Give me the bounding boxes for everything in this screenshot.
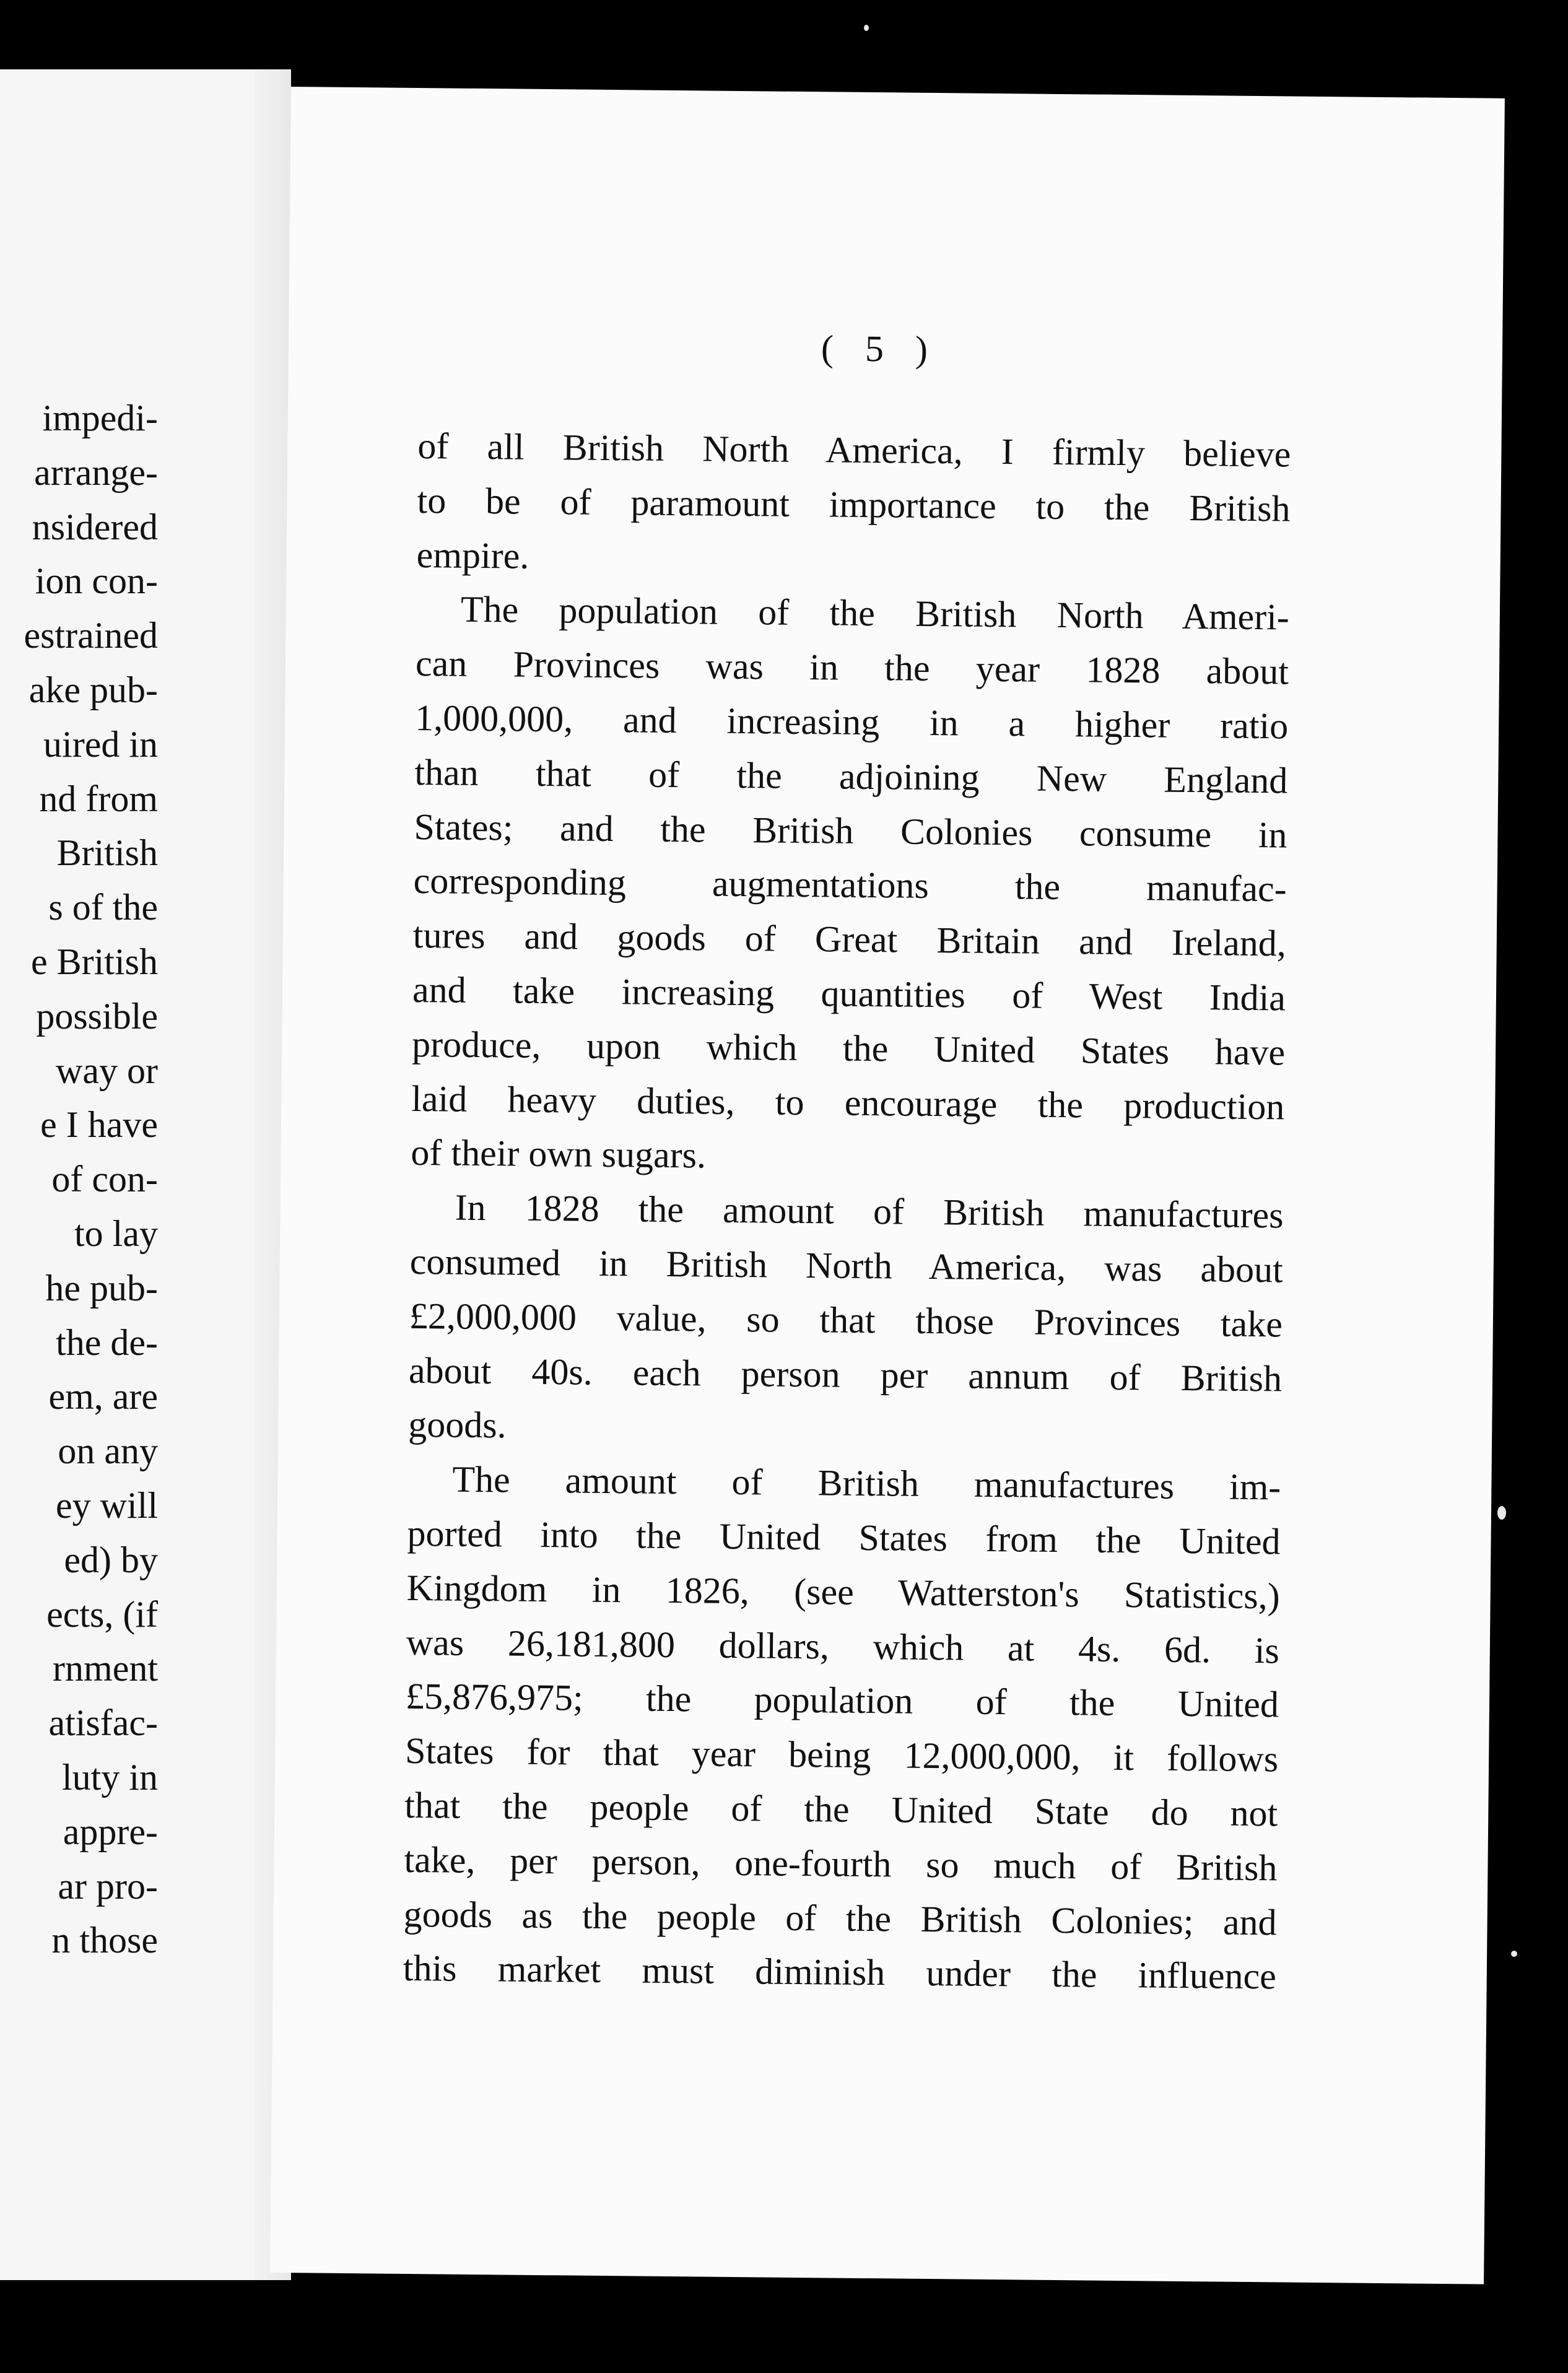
text-line: laid heavy duties, to encourage the production — [411, 1078, 1285, 1128]
left-page-text — [24, 391, 158, 1968]
text-line: goods as the people of the British Colonies; and — [403, 1893, 1277, 1943]
left-line: ed) by — [64, 1539, 158, 1580]
text-line: of all British North America, I firmly believe — [417, 425, 1291, 475]
text-line: can Provinces was in the year 1828 about — [415, 643, 1289, 692]
paragraph-3 — [408, 1180, 1284, 1460]
text-line: was 26,181,800 dollars, which at 4s. 6d. is — [406, 1621, 1280, 1671]
left-line: ects, (if — [46, 1593, 158, 1635]
text-line: 1,000,000, and increasing in a higher ratio — [414, 697, 1289, 747]
text-line: States for that year being 12,000,000, it follows — [404, 1730, 1279, 1780]
left-line: ar pro- — [58, 1865, 158, 1907]
text-line: and take increasing quantities of West India — [412, 969, 1286, 1019]
left-line: ake pub- — [28, 669, 158, 710]
dust-speck — [864, 25, 869, 31]
left-line: the de- — [56, 1321, 158, 1363]
left-line: uired in — [43, 723, 158, 765]
paragraph-1 — [416, 419, 1291, 591]
left-line: on any — [58, 1430, 158, 1472]
left-line: em, are — [48, 1376, 158, 1417]
body-text — [403, 419, 1291, 2005]
left-line: way or — [56, 1050, 158, 1091]
text-line: to be of paramount importance to the British — [417, 479, 1291, 529]
text-line: The population of the British North Ameri- — [460, 589, 1290, 638]
text-line: States; and the British Colonies consume in — [414, 806, 1287, 856]
left-line: possible — [36, 995, 158, 1037]
left-line: to lay — [74, 1213, 158, 1254]
left-line: he pub- — [45, 1267, 158, 1308]
text-line: about 40s. each person per annum of British — [408, 1349, 1283, 1400]
text-line: take, per person, one-fourth so much of British — [404, 1839, 1278, 1889]
text-line: empire. — [416, 534, 529, 577]
left-line: estrained — [24, 615, 158, 656]
text-line: In 1828 the amount of British manufactures — [455, 1186, 1284, 1236]
left-line: appre- — [63, 1811, 158, 1852]
left-line: rnment — [53, 1648, 158, 1689]
left-line: nsidered — [32, 506, 158, 547]
left-line: ion con- — [35, 560, 158, 602]
left-line: n those — [51, 1920, 158, 1961]
left-line: e I have — [40, 1104, 158, 1146]
text-line: this market must diminish under the influence — [403, 1948, 1277, 1997]
text-line: than that of the adjoining New England — [414, 751, 1288, 801]
paragraph-2 — [411, 582, 1289, 1188]
text-line: consumed in British North America, was about — [409, 1240, 1284, 1291]
text-line: £5,876,975; the population of the United — [405, 1676, 1279, 1725]
page-number: ( 5 ) — [821, 328, 939, 370]
text-line: Kingdom in 1826, (see Watterston's Statistics,) — [406, 1567, 1280, 1617]
text-line: £2,000,000 value, so that those Provinces take — [409, 1295, 1283, 1345]
left-line: atisfac- — [48, 1702, 158, 1744]
dust-speck — [1497, 1506, 1506, 1520]
paragraph-4 — [403, 1452, 1281, 2004]
left-line: ey will — [56, 1484, 158, 1526]
text-line: corresponding augmentations the manufac- — [413, 860, 1287, 910]
left-line: arrange- — [34, 451, 158, 493]
left-line: of con- — [51, 1159, 158, 1200]
text-line: that the people of the United State do not — [404, 1784, 1278, 1834]
text-line: produce, upon which the United States have — [411, 1023, 1286, 1073]
text-line: ported into the United States from the United — [407, 1512, 1281, 1562]
left-line: e British — [31, 941, 158, 982]
left-line: nd from — [39, 778, 158, 819]
left-line: British — [56, 832, 158, 874]
text-line: of their own sugars. — [411, 1132, 707, 1176]
left-line: impedi- — [42, 398, 158, 438]
left-line: s of the — [48, 887, 158, 928]
left-line: luty in — [61, 1756, 158, 1798]
text-line: The amount of British manufactures im- — [452, 1458, 1281, 1508]
text-line: goods. — [407, 1404, 507, 1446]
dust-speck — [1511, 1951, 1517, 1957]
left-page — [0, 69, 291, 2280]
text-line: tures and goods of Great Britain and Ireland, — [412, 915, 1287, 964]
right-page — [270, 87, 1505, 2284]
